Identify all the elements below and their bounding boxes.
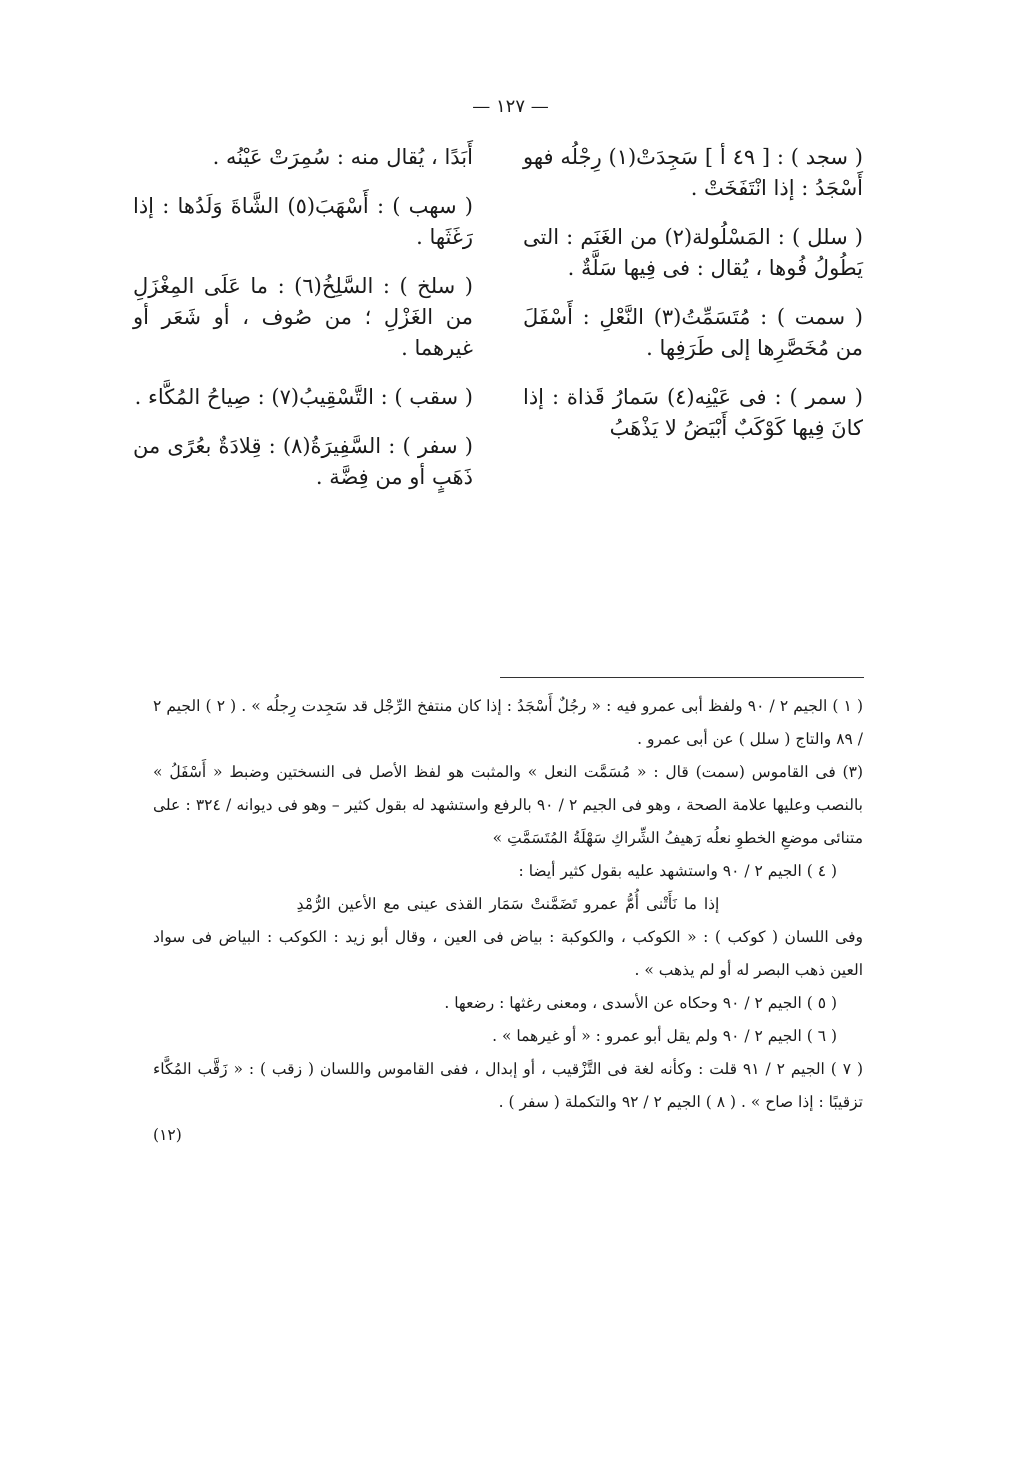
footnote-1-2: ( ١ ) الجيم ٢ / ٩٠ ولفظ أبى عمرو فيه : « رجُلٌ أَسْجَدُ : إذا كان منتفخ الرِّجْل قد سَجِدت رِجلُه » . ( ٢ ) الجيم ٢ / ٨٩ والتاج ( سلل ) عن أبى عمرو . <box>153 697 864 748</box>
entry-sahab: ( سهب ) : أَسْهَبَ(٥) الشَّاةَ وَلَدُها : إذا رَغَثَها . <box>133 194 473 249</box>
footnote-4: ( ٤ ) الجيم ٢ / ٩٠ واستشهد عليه بقول كثير أيضا : <box>518 862 837 880</box>
footnote-4-lisan: وفى اللسان ( كوكب ) : « الكوكب ، والكوكبة : بياض فى العين ، وقال أبو زيد : الكوكب : البياض فى سواد العين ذهب البصر له أو لم يذهب » . <box>153 928 863 979</box>
footnote-4-verse: إذا ما نَأَتْنى أُمُّ عمرو تَضَمَّنتْ سَمَار القذى عينى مع الأعين الرُّمْدِ <box>296 895 720 913</box>
entry-safar: ( سفر ) : السَّفِيرَةُ(٨) : قِلادَةٌ بعُرًى من ذَهَبٍ أو من فِضَّة . <box>133 434 473 489</box>
entry-saqab: ( سقب ) : التَّسْقِيبُ(٧) : صِياحُ المُكَّاء . <box>134 385 473 409</box>
main-text-left-column <box>133 142 473 511</box>
footnote-6: ( ٦ ) الجيم ٢ / ٩٠ ولم يقل أبو عمرو : « أو غيرهما » . <box>492 1027 837 1045</box>
footnote-5: ( ٥ ) الجيم ٢ / ٩٠ وحكاه عن الأسدى ، ومعنى رغثها : رضعها . <box>444 994 837 1012</box>
footnote-7-8: ( ٧ ) الجيم ٢ / ٩١ قلت : وكأنه لغة فى التَّزْقيب ، أو إبدال ، ففى القاموس واللسان ( زقب ) : « زَقَّب المُكَّاء تزقيبًا : إذا صاح » . ( ٨ ) الجيم ٢ / ٩٢ والتكملة ( سفر ) . <box>153 1060 863 1111</box>
entry-sajad: ( سجد ) : [ ٤٩ أ ] سَجِدَتْ(١) رِجْلُه فهو أَسْجَدُ : إذا انْتَفَخَتْ . <box>523 145 863 200</box>
main-text-right-column <box>523 142 863 462</box>
sheet-signature: (١٢) <box>153 1126 182 1144</box>
footnote-divider <box>500 677 864 678</box>
entry-samat: ( سمت ) : مُتَسَمِّتُ(٣) النَّعْلِ : أَسْفَلَ من مُخَصَّرِها إلى طَرَفِها . <box>523 305 864 360</box>
entry-salal: ( سلل ) : المَسْلُولة(٢) من الغَنَم : التى يَطُولُ فُوها ، يُقال : فى فِيها سَلَّةٌ . <box>523 225 863 280</box>
page-number: — ١٢٧ — <box>472 96 549 117</box>
footnotes <box>153 690 863 1152</box>
entry-samar: ( سمر ) : فى عَيْنِه(٤) سَمارُ قَذاة : إذا كانَ فِيها كَوْكَبٌ أَبْيَضُ لا يَذْهَبُ <box>523 385 863 440</box>
entry-salakh: ( سلخ ) : السَّلِخُ(٦) : ما عَلَى المِغْزَلِ من الغَزْلِ ؛ من صُوف ، أو شَعَر أو غيرهما . <box>133 274 474 360</box>
entry-samar-continued: أَبَدًا ، يُقال منه : سُمِرَتْ عَيْنُه . <box>212 145 473 169</box>
footnote-3: (٣) فى القاموس (سمت) قال : « مُسَمَّت النعل » والمثبت هو لفظ الأصل فى النسختين وضبط « أَسْفَلُ » بالنصب وعليها علامة الصحة ، وهو فى الجيم ٢ / ٩٠ بالرفع واستشهد له بقول كثير – وهو فى ديوانه / ٣٢٤ : على متنائى موضعِ الخطوِ نعلُه رَهيفُ الشِّراكِ سَهْلَةُ المُتَسَمَّتِ » <box>153 763 863 847</box>
